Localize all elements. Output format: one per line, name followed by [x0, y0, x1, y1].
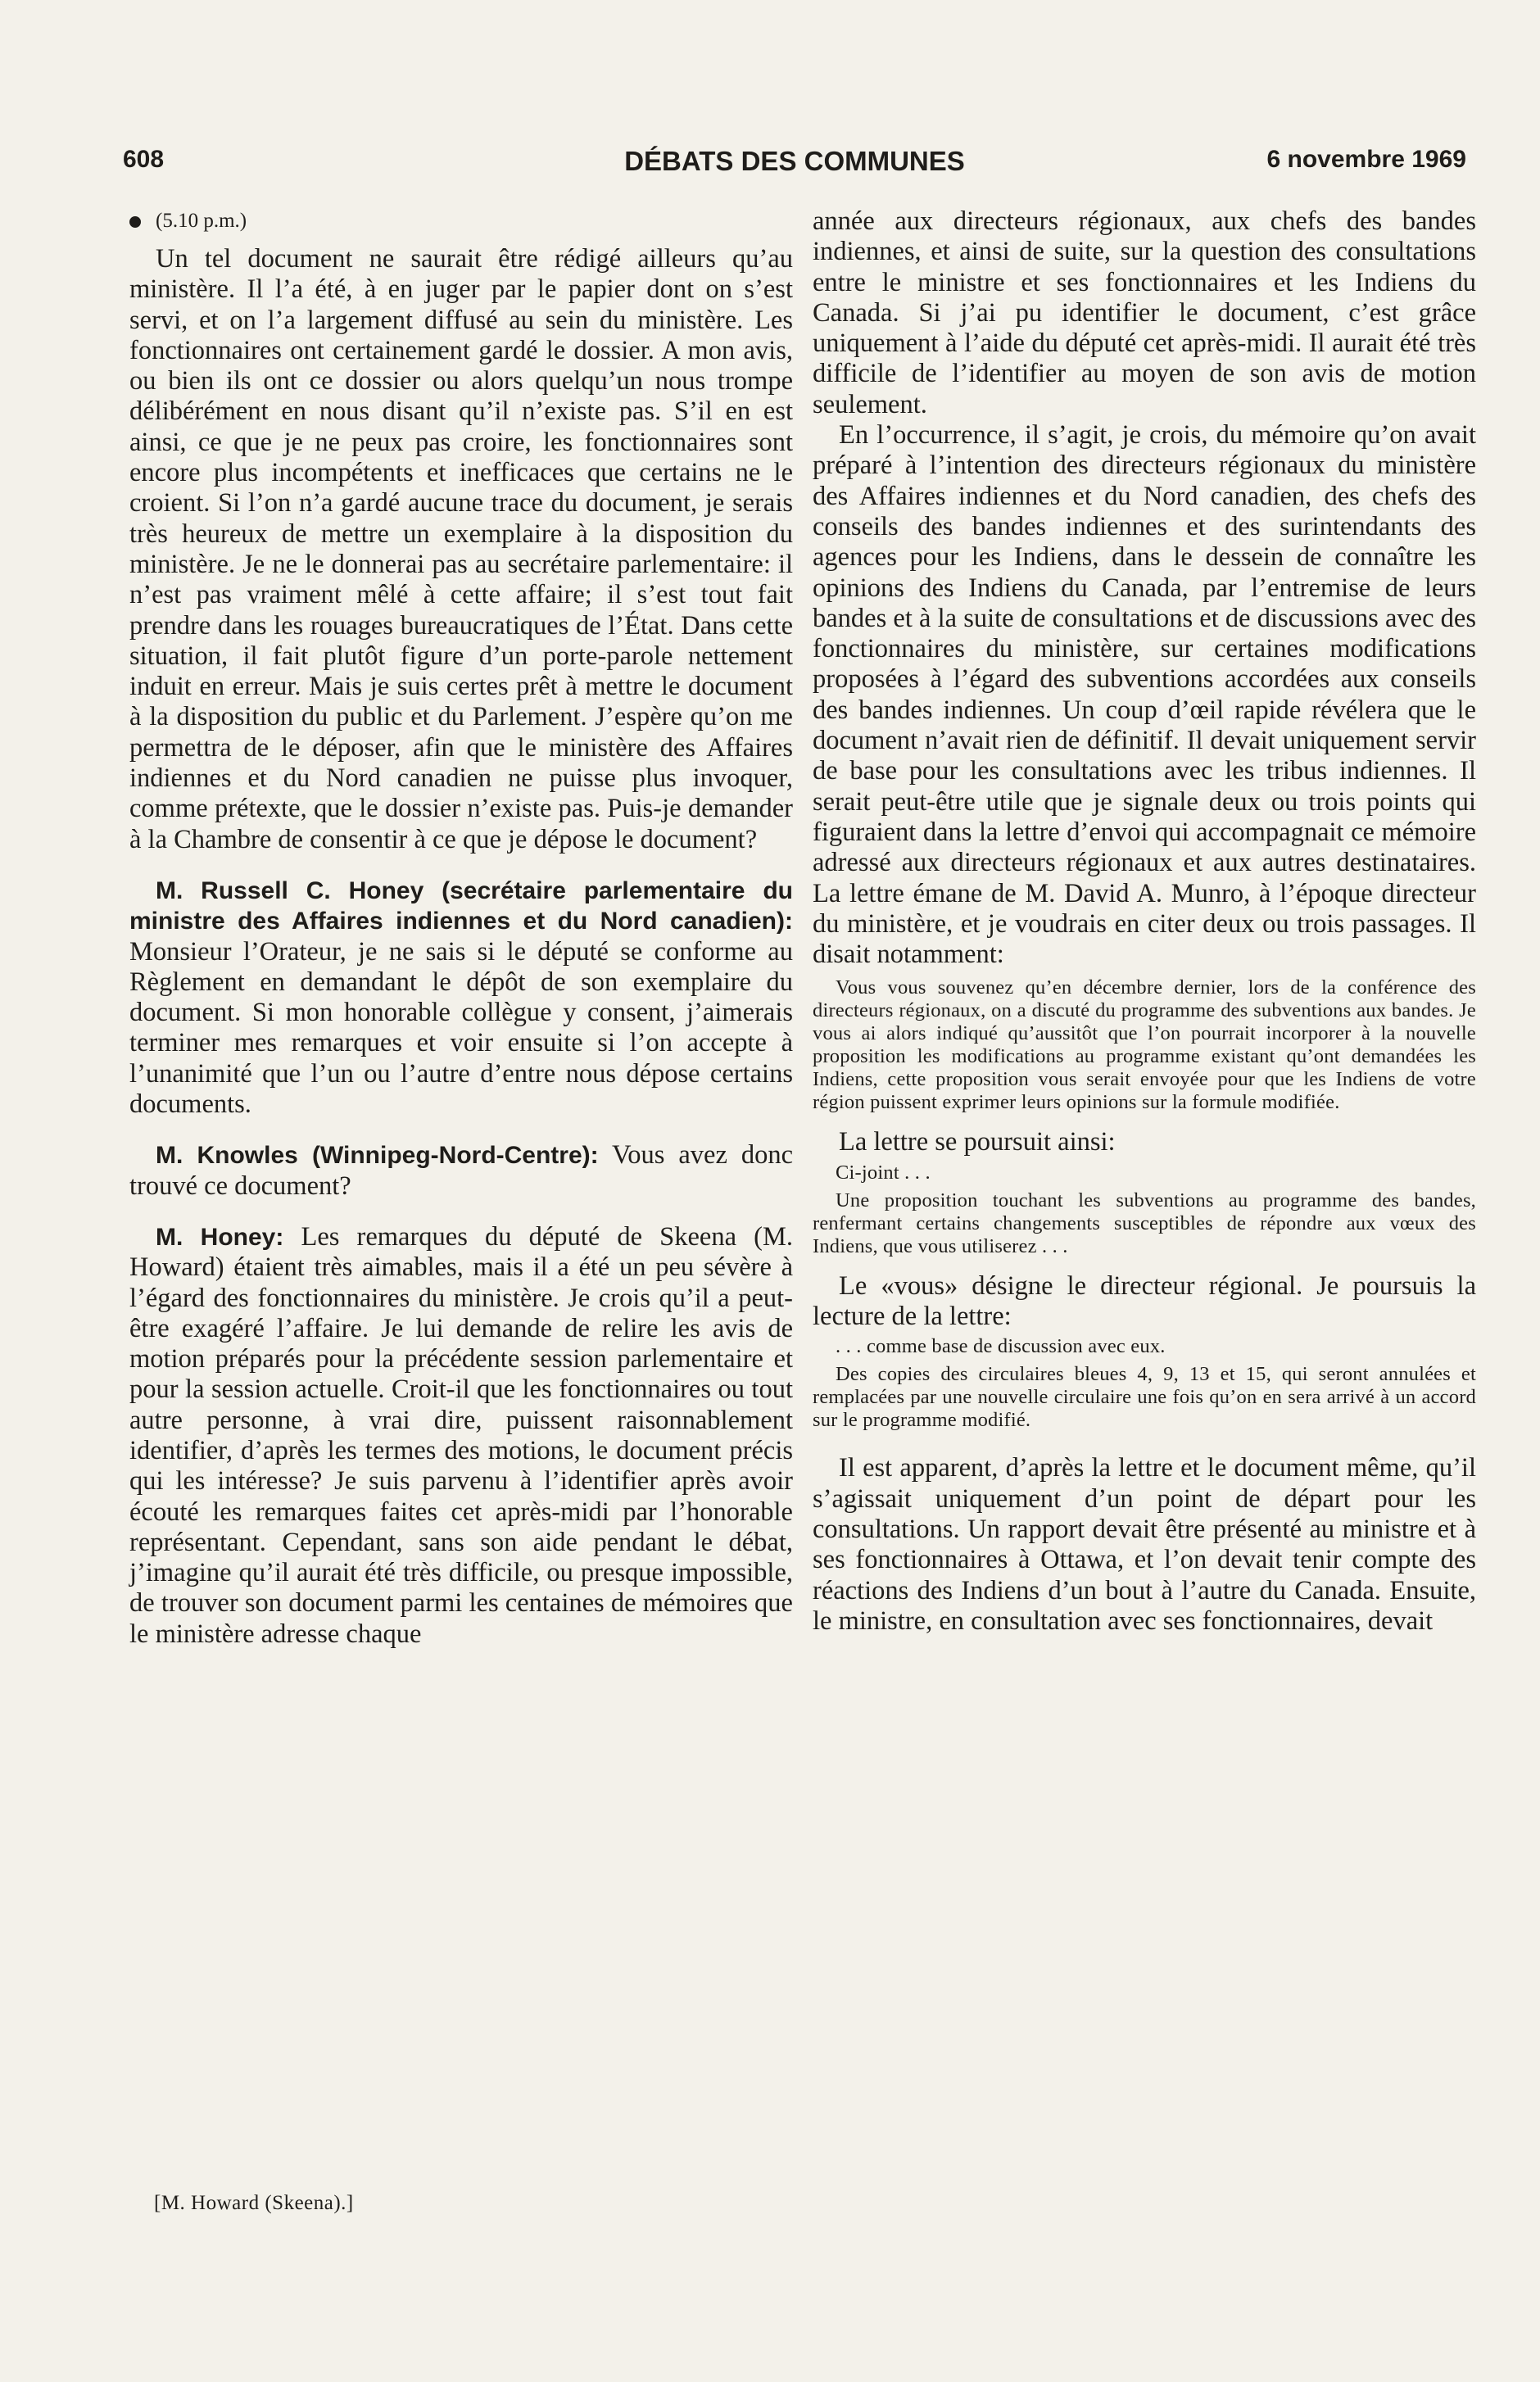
- bullet-icon: [129, 216, 141, 228]
- quotation: . . . comme base de discussion avec eux.: [836, 1335, 1166, 1358]
- speech-text: Monsieur l’Orateur, je ne sais si le député se conforme au Règlement en demandant le dépôt de son exemplaire du document. Si mon honorable collègue y consent, j’aimerais terminer mes remarques et voir ensuite si l’on accepte à l’unanimité que l’un ou l’autre d’entre nous dépose certains documents.: [129, 936, 793, 1120]
- paragraph: année aux directeurs régionaux, aux chefs des bandes indiennes, et ainsi de suite, sur la question des consultations entre le ministre et ses fonctionnaires et les Indiens du Canada. Si j’ai pu identifier le document, c’est grâce uniquement à l’aide du député cet après-midi. Il aurait été très difficile de l’identifier au moyen de son avis de motion seulement.: [813, 206, 1476, 419]
- speech-text: Vous avez donc trouvé ce document?: [129, 1140, 793, 1201]
- paragraph: Un tel document ne saurait être rédigé ailleurs qu’au ministère. Il l’a été, à en juger par le papier dont on s’est servi, et on l’a largement diffusé au sein du ministère. Les fonctionnaires ont certainement gardé le dossier. A mon avis, ou bien ils ont ce dossier ou alors quelqu’un nous trompe délibérément en nous disant qu’il n’existe pas. S’il en est ainsi, ce que je ne peux pas croire, les fonctionnaires sont encore plus incompétents et inefficaces que certains ne le croient. Si l’on n’a gardé aucune trace du document, je serais très heureux de mettre un exemplaire à la disposition du ministère. Je ne le donnerai pas au secrétaire parlementaire: il n’est pas vraiment mêlé à cette affaire; il s’est tout fait prendre dans les rouages bureaucratiques de l’État. Dans cette situation, il fait plutôt figure d’un porte-parole nettement induit en erreur. Mais je suis certes prêt à mettre le document à la disposition du public et du Parlement. J’espère qu’on me permettra de le déposer, afin que le ministère des Affaires indiennes et du Nord canadien ne puisse plus invoquer, comme prétexte, que le dossier n’existe pas. Puis-je demander à la Chambre de consentir à ce que je dépose le document?: [129, 244, 793, 854]
- speaker-name: M. Russell C. Honey (secrétaire parlementaire du ministre des Affaires indiennes et du Nord canadien):: [129, 876, 793, 935]
- footer-note: [M. Howard (Skeena).]: [154, 2192, 354, 2214]
- quotation: Des copies des circulaires bleues 4, 9, 13 et 15, qui seront annulées et remplacées par une nouvelle circulaire une fois qu’on en sera arrivé à un accord sur le programme modifié.: [813, 1363, 1476, 1432]
- paragraph: En l’occurrence, il s’agit, je crois, du mémoire qu’on avait préparé à l’intention des directeurs régionaux du ministère des Affaires indiennes et du Nord canadien, des chefs des conseils des bandes indiennes et des surintendants des agences pour les Indiens, dans le dessein de connaître les opinions des Indiens du Canada, par l’entremise de leurs bandes et à la suite de consultations et de discussions avec des fonctionnaires du ministère, sur certaines modifications proposées à l’égard des subventions accordées aux conseils des bandes indiennes. Un coup d’œil rapide révélera que le document n’avait rien de définitif. Il devait uniquement servir de base pour les consultations avec les tribus indiennes. Il serait peut-être utile que je signale deux ou trois points qui figuraient dans la lettre d’envoi qui accompagnait ce mémoire adressé aux directeurs régionaux et aux autres destinataires. La lettre émane de M. David A. Munro, à l’époque directeur du ministère, et je voudrais en citer deux ou trois passages. Il disait notamment:: [813, 420, 1476, 970]
- paragraph: La lettre se poursuit ainsi:: [839, 1127, 1116, 1157]
- page-date: 6 novembre 1969: [1266, 146, 1466, 173]
- quotation: Ci-joint . . .: [836, 1161, 931, 1184]
- timestamp-text: (5.10 p.m.): [156, 210, 247, 232]
- speech-paragraph: [129, 1140, 793, 1202]
- left-column: [129, 206, 793, 1650]
- paragraph: Il est apparent, d’après la lettre et le document même, qu’il s’agissait uniquement d’un point de départ pour les consultations. Un rapport devait être présenté au ministre et à ses fonctionnaires à Ottawa, et l’on devait tenir compte des réactions des Indiens d’un bout à l’autre du Canada. Ensuite, le ministre, en consultation avec ses fonctionnaires, devait: [813, 1453, 1476, 1636]
- right-column: [813, 206, 1476, 1637]
- quotation: Une proposition touchant les subventions au programme des bandes, renfermant certains changements susceptibles de répondre aux vœux des Indiens, que vous utiliserez . . .: [813, 1189, 1476, 1257]
- page-number: 608: [123, 146, 165, 173]
- quotation: Vous vous souvenez qu’en décembre dernier, lors de la conférence des directeurs régionaux, on a discuté du programme des subventions aux bandes. Je vous ai alors indiqué qu’aussitôt que l’on pourrait incorporer à la nouvelle proposition les modifications au programme existant qu’ont demandées les Indiens, cette proposition vous serait envoyée pour que les Indiens de votre région puissent exprimer leurs opinions sur la formule modifiée.: [813, 976, 1476, 1114]
- speaker-name: M. Knowles (Winnipeg-Nord-Centre):: [156, 1142, 599, 1170]
- speech-paragraph: [129, 1222, 793, 1650]
- timestamp: [129, 206, 793, 236]
- speech-paragraph: [129, 876, 793, 1120]
- speaker-name: M. Honey:: [156, 1223, 284, 1251]
- paragraph: Le «vous» désigne le directeur régional. Je poursuis la lecture de la lettre:: [813, 1270, 1476, 1332]
- page-header: [123, 146, 1466, 185]
- speech-text: Les remarques du député de Skeena (M. Howard) étaient très aimables, mais il a été un peu sévère à l’égard des fonctionnaires du ministère. Je crois qu’il a peut-être exagéré l’affaire. Je lui demande de relire les avis de motion préparés pour la précédente session parlementaire et pour la session actuelle. Croit-il que les fonctionnaires ou tout autre personne, à vrai dire, puissent raisonnablement identifier, d’après les termes des motions, le document précis qui les intéresse? Je suis parvenu à l’identifier après avoir écouté les remarques faites cet après-midi par l’honorable représentant. Cependant, sans son aide pendant le débat, j’imagine qu’il aurait été très difficile, ou presque impossible, de trouver son document parmi les centaines de mémoires que le ministère adresse chaque: [129, 1221, 793, 1649]
- page-title: DÉBATS DES COMMUNES: [624, 146, 965, 176]
